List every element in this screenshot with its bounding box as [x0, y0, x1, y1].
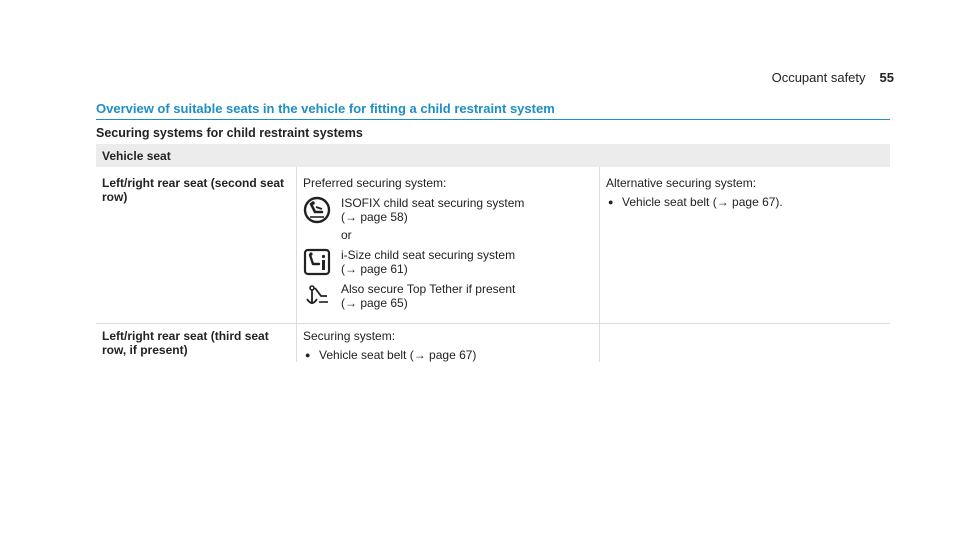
table-header — [96, 144, 890, 167]
page-header — [772, 70, 894, 85]
table-row — [96, 324, 890, 362]
table-row — [96, 167, 890, 324]
isize-page-ref: (→ page 61) — [341, 262, 408, 276]
securing-label: Securing system: — [303, 329, 396, 343]
seat-cell — [96, 167, 297, 323]
sub-title: Securing systems for child restraint systems — [96, 126, 363, 140]
seat-label: Left/right rear seat (second seat row) — [102, 176, 285, 204]
top-tether-page-ref: (→ page 65) — [341, 296, 408, 310]
bullet-icon: ● — [608, 197, 614, 207]
top-tether-text: Also secure Top Tether if present — [341, 282, 516, 296]
securing-system-cell — [297, 324, 600, 362]
alternative-label: Alternative securing system: — [606, 176, 757, 190]
preferred-label: Preferred securing system: — [303, 176, 447, 190]
alternative-system-cell — [600, 167, 890, 323]
page-number: 55 — [879, 70, 894, 85]
section-title: Overview of suitable seats in the vehicle for fitting a child restraint system — [96, 101, 890, 120]
seat-label: Left/right rear seat (third seat row, if present) — [102, 329, 269, 357]
bullet-icon: ● — [305, 350, 311, 360]
isofix-item — [303, 196, 593, 224]
securing-item: Vehicle seat belt (→ page 67) — [319, 348, 477, 362]
or-text: or — [341, 228, 352, 242]
alternative-item: Vehicle seat belt (→ page 67). — [622, 195, 783, 209]
isofix-icon — [303, 196, 331, 224]
isize-item — [303, 248, 593, 276]
top-tether-item — [303, 282, 593, 310]
isofix-text: ISOFIX child seat securing system — [341, 196, 525, 210]
isofix-page-ref: (→ page 58) — [341, 210, 408, 224]
top-tether-icon — [303, 282, 331, 310]
list-item — [606, 195, 884, 209]
child-restraint-table — [96, 144, 890, 362]
empty-cell — [600, 324, 890, 362]
list-item — [303, 348, 593, 362]
isize-text: i-Size child seat securing system — [341, 248, 516, 262]
header-section-name: Occupant safety — [771, 70, 866, 85]
isize-icon — [303, 248, 331, 276]
table-header-label: Vehicle seat — [102, 148, 171, 163]
seat-cell — [96, 324, 297, 362]
preferred-system-cell — [297, 167, 600, 323]
